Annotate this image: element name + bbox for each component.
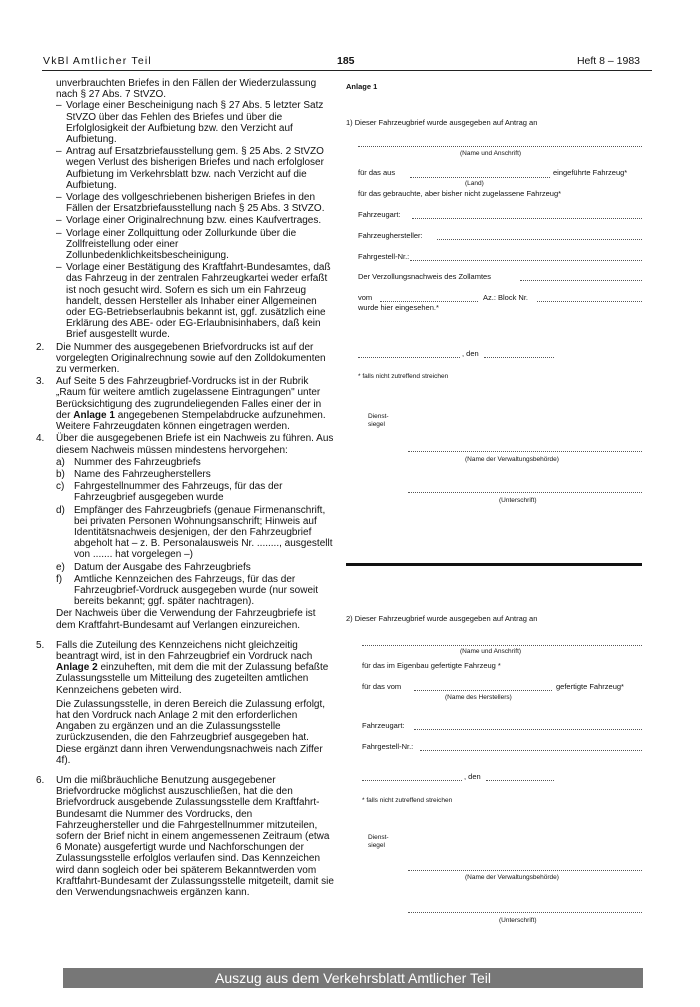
file-number-label: Az.: Block Nr.	[483, 293, 529, 302]
left-column	[36, 78, 336, 899]
sub-marker: a)	[56, 456, 65, 468]
date-from-label: vom	[358, 293, 373, 302]
item-3-text: Auf Seite 5 des Fahrzeugbrief-Vordrucks ist in der Rubrik „Raum für weitere amtlich zugelassene Eintragungen" unter Berücksichtigung des zugrundeliegenden Falles einer der in der Anlage 1 angegebenen Stempelabdrucke aufzunehmen. Weitere Fahrzeugdaten können eingetragen werden.	[56, 376, 326, 433]
seal-label: Dienst- siegel	[368, 834, 389, 849]
footnote: * falls nicht zutreffend streichen	[358, 373, 449, 380]
sub-marker: d)	[56, 504, 65, 516]
dash-item: Vorlage einer Bestätigung des Kraftfahrt-Bundesamtes, daß das Fahrzeug in der zentralen Fahrzeugkartei weder erfaßt ist noch gesucht wird. Sofern es sich um ein Fahrzeug handelt, dessen Hersteller als Inhaber einer Allgemeinen oder EG-Betriebserlaubnis bekannt ist, ggf. zusätzlich eine Erklärung des ABE- oder EG-Erlaubnisinhabers, daß kein Brief ausgestellt wurde.	[66, 262, 331, 341]
item-5-tail: Die Zulassungsstelle, in deren Bereich die Zulassung erfolgt, hat den Vordruck nach Anlage 2 mit den erforderlichen Angaben zu ergänzen und an die Zulassungsstelle zurückzusenden, die den Fahrzeugbrief ausgegeben hat. Diese ergänzt dann ihren Verwendungsnachweis nach Ziffer 4f).	[56, 698, 326, 766]
form-1-title: 1) Dieser Fahrzeugbrief wurde ausgegeben auf Antrag an	[346, 118, 538, 127]
header-rule	[42, 70, 652, 71]
journal-title: VkBl Amtlicher Teil	[43, 55, 152, 67]
dash-marker: –	[56, 192, 62, 204]
inspected-label: wurde hier eingesehen.*	[358, 303, 439, 312]
name-caption: (Name und Anschrift)	[460, 648, 522, 655]
date-label: , den	[462, 349, 479, 358]
chassis-number-label: Fahrgestell-Nr.:	[358, 252, 410, 261]
sub-marker: b)	[56, 468, 65, 480]
dash-item: Vorlage einer Zollquittung oder Zollurkunde über die Zollfreistellung oder einer Zollunbedenklichkeitsbescheinigung.	[66, 227, 297, 262]
customs-label: Der Verzollungsnachweis des Zollamtes	[358, 272, 491, 281]
footnote: * falls nicht zutreffend streichen	[362, 797, 453, 804]
sub-marker: c)	[56, 481, 65, 493]
item-6-text: Um die mißbräuchliche Benutzung ausgegebener Briefvordrucke möglichst auszuschließen, hat die den Briefvordruck ausgebende Zulassungsstelle dem Kraftfahrt-Bundesamt die Nummer des Vordrucks, den Fahrzeughersteller und die Fahrgestellnummer mitzuteilen, sofern der Brief nicht in einem angemessenen Zeitraum (etwa 6 Monate) ausgefertigt wurde und Nachforschungen der Zulassungsstelle erfolglos verlaufen sind. Das Kennzeichen wird dann sogleich oder bei späterem Bekanntwerden vom Kraftfahrt-Bundesamt der Zulassungsstelle mitgeteilt, damit sie den Verwendungsnachweis ergänzen kann.	[56, 774, 334, 899]
sub-item: Empfänger des Fahrzeugbriefs (genaue Firmenanschrift, bei privaten Personen Wohnungsanschrift; Hinweis auf Identitätsnachweis desjenigen, der den Fahrzeugbrief abgeholt hat – z. B. Personalausweis Nr. ........, ausgestellt von ....... hat vorgelegen –)	[74, 504, 333, 561]
manufacturer-from-label: für das vom	[362, 682, 402, 691]
vehicle-type-label: Fahrzeugart:	[362, 721, 405, 730]
dash-marker: –	[56, 262, 62, 274]
seal-label: Dienst- siegel	[368, 413, 389, 428]
authority-caption: (Name der Verwaltungsbehörde)	[465, 456, 559, 463]
country-caption: (Land)	[465, 180, 484, 187]
authority-caption: (Name der Verwaltungsbehörde)	[465, 874, 559, 881]
dash-marker: –	[56, 227, 62, 239]
sub-item: Fahrgestellnummer des Fahrzeugs, für das der Fahrzeugbrief ausgegeben wurde	[74, 481, 283, 504]
used-vehicle-label: für das gebrauchte, aber bisher nicht zugelassene Fahrzeug*	[358, 189, 562, 198]
item-4-tail: Der Nachweis über die Verwendung der Fahrzeugbriefe ist dem Kraftfahrt-Bundesamt auf Verlangen einzureichen.	[56, 608, 316, 631]
sub-item: Name des Fahrzeugherstellers	[74, 468, 211, 480]
imported-label: eingeführte Fahrzeug*	[553, 168, 628, 177]
footer-banner: Auszug aus dem Verkehrsblatt Amtlicher Teil	[63, 968, 643, 988]
item-number: 2.	[36, 341, 45, 353]
manufactured-label: gefertigte Fahrzeug*	[556, 682, 624, 691]
item-4-text: Über die ausgegebenen Briefe ist ein Nachweis zu führen. Aus diesem Nachweis müssen mindestens hervorgehen:	[56, 433, 334, 456]
intro-text: unverbrauchten Briefes in den Fällen der Wiederzulassung nach § 27 Abs. 7 StVZO.	[56, 78, 317, 101]
from-label: für das aus	[358, 168, 396, 177]
sub-marker: e)	[56, 561, 65, 573]
form-2-title: 2) Dieser Fahrzeugbrief wurde ausgegeben auf Antrag an	[346, 614, 538, 623]
item-number: 5.	[36, 639, 45, 651]
section-divider	[346, 563, 642, 566]
dash-marker: –	[56, 100, 62, 112]
dash-item: Antrag auf Ersatzbriefausstellung gem. § 25 Abs. 2 StVZO wegen Verlust des bisherigen Briefes und nach erfolgloser Aufbietung im Verkehrsblatt bzw. nach Verzicht auf die Aufbietung.	[66, 146, 324, 191]
dash-marker: –	[56, 215, 62, 227]
signature-caption: (Unterschrift)	[499, 917, 537, 924]
page-number: 185	[337, 55, 355, 67]
vehicle-type-label: Fahrzeugart:	[358, 210, 401, 219]
dash-item: Vorlage einer Originalrechnung bzw. eines Kaufvertrages.	[66, 215, 322, 227]
manufacturer-label: Fahrzeughersteller:	[358, 231, 423, 240]
name-caption: (Name und Anschrift)	[460, 150, 522, 157]
annex-label: Anlage 1	[346, 82, 378, 91]
item-number: 4.	[36, 433, 45, 445]
sub-item: Datum der Ausgabe des Fahrzeugbriefs	[74, 561, 251, 573]
item-5-text: Falls die Zuteilung des Kennzeichens nicht gleichzeitig beantragt wird, ist in den Fahrzeugbrief ein Vordruck nach Anlage 2 einzuheften, mit dem die mit der Zulassung befaßte Zulassungsstelle um Mitteilung des zugeteilten amtlichen Kennzeichens gebeten wird.	[56, 639, 329, 696]
item-number: 6.	[36, 774, 45, 786]
sub-marker: f)	[56, 573, 63, 585]
dash-item: Vorlage des vollgeschriebenen bisherigen Briefes in den Fällen der Ersatzbriefausstellung nach § 25 Abs. 3 StVZO.	[66, 192, 325, 215]
chassis-number-label: Fahrgestell-Nr.:	[362, 742, 414, 751]
self-built-label: für das im Eigenbau gefertigte Fahrzeug *	[362, 661, 501, 670]
sub-item: Nummer des Fahrzeugbriefs	[74, 456, 201, 468]
date-label: , den	[464, 772, 481, 781]
item-number: 3.	[36, 376, 45, 388]
sub-item: Amtliche Kennzeichen des Fahrzeugs, für das der Fahrzeugbrief-Vordruck ausgegeben wurde (nur soweit bereits bekannt; ggf. später nachtragen).	[74, 573, 319, 608]
item-2-text: Die Nummer des ausgegebenen Briefvordrucks ist auf der vorgelegten Originalrechnung sowie auf den Zolldokumenten zu vermerken.	[56, 341, 326, 376]
page-header	[0, 55, 700, 69]
dash-marker: –	[56, 146, 62, 158]
signature-caption: (Unterschrift)	[499, 497, 537, 504]
dash-item: Vorlage einer Bescheinigung nach § 27 Abs. 5 letzter Satz StVZO über das Fehlen des Briefes und über die Erfolglosigkeit der Aufbietung bzw. den Verzicht auf Aufbietung.	[66, 100, 324, 146]
manufacturer-caption: (Name des Herstellers)	[445, 694, 512, 701]
issue-label: Heft 8 – 1983	[576, 55, 640, 67]
